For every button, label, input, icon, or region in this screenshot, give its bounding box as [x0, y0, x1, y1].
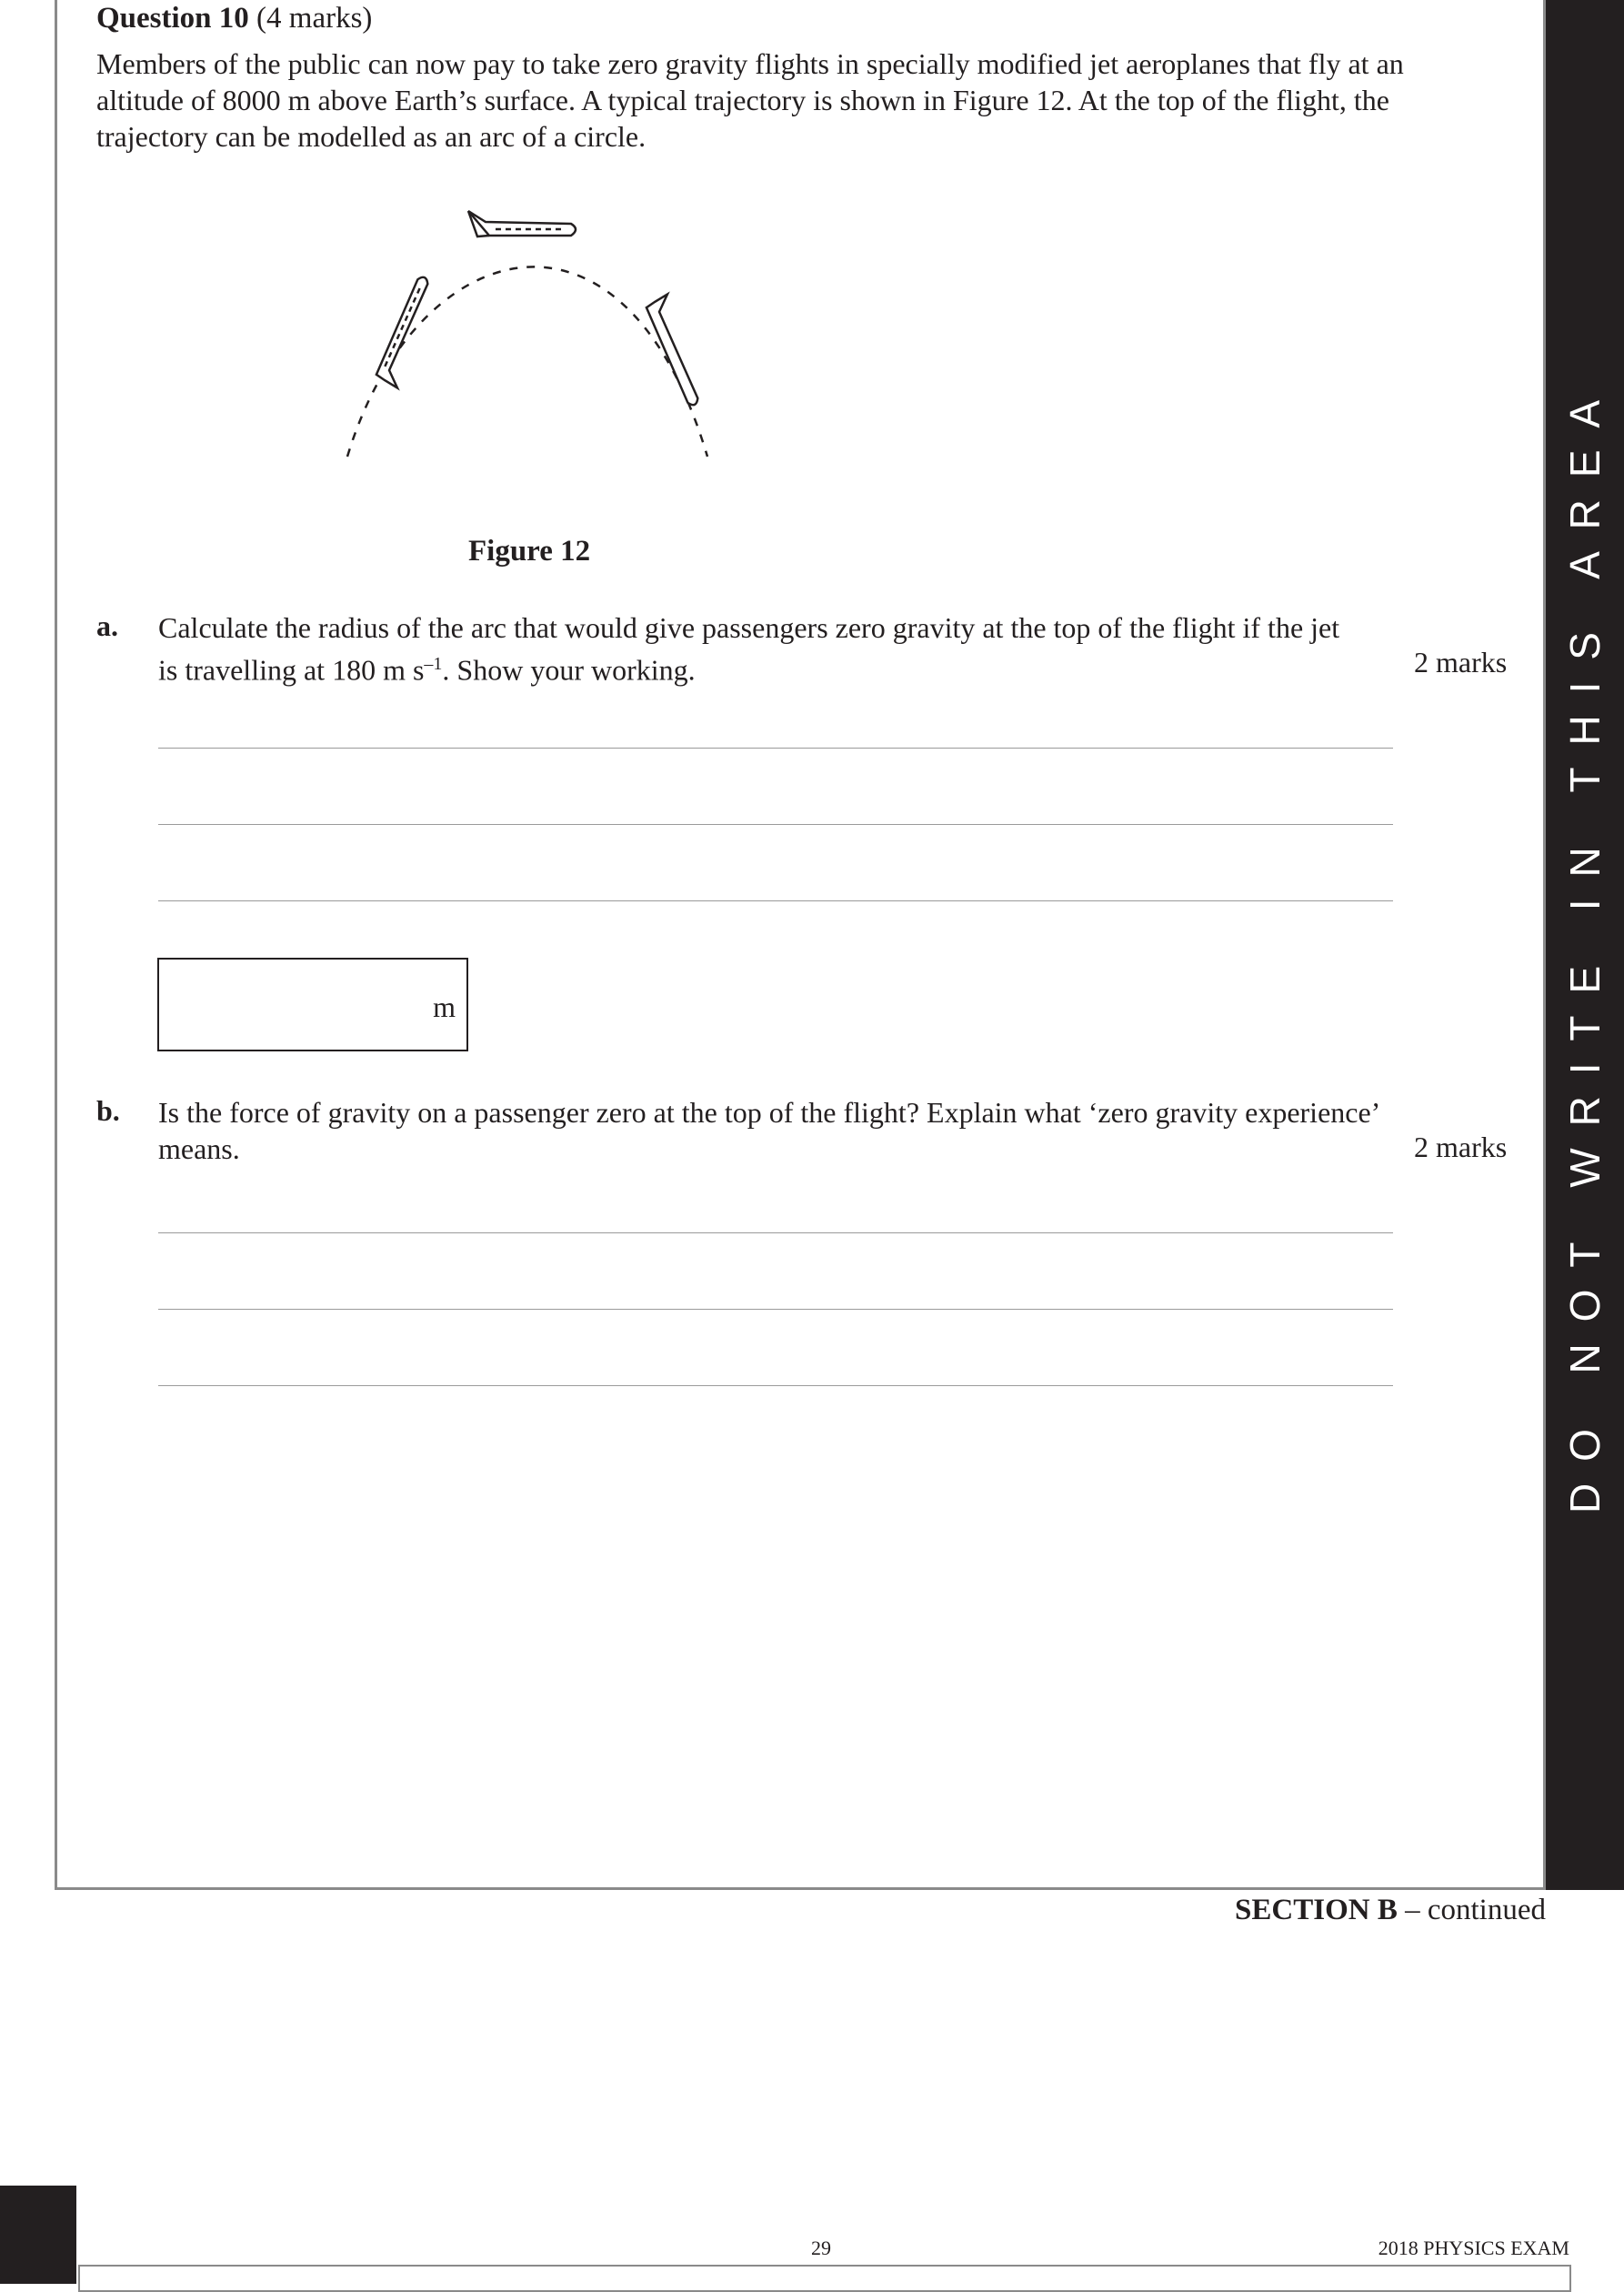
part-a-superscript: –1 — [424, 654, 443, 674]
trajectory-arc — [347, 266, 707, 457]
part-b-letter: b. — [96, 1094, 120, 1127]
answer-line-a1[interactable] — [158, 748, 1393, 749]
part-a-question — [158, 609, 1404, 689]
footer-border — [78, 2265, 1571, 2292]
jet-right — [644, 295, 713, 407]
question-heading — [96, 0, 372, 36]
sidebar-warning: DO NOT WRITE IN THIS AREA — [1561, 377, 1609, 1514]
part-a-instruction: . Show your working. — [442, 653, 696, 687]
corner-tab — [0, 2186, 76, 2284]
answer-box-radius[interactable] — [157, 958, 468, 1051]
answer-line-a2[interactable] — [158, 824, 1393, 825]
page-number: 29 — [811, 2237, 831, 2259]
section-label: SECTION B — [1235, 1894, 1398, 1926]
page-frame — [55, 0, 1546, 1890]
part-a-line2 — [158, 646, 1404, 689]
jet-top — [468, 211, 576, 236]
answer-line-a3[interactable] — [158, 900, 1393, 901]
part-a-line1: Calculate the radius of the arc that would give passengers zero gravity at the top of the flight if the jet — [158, 611, 1340, 644]
part-b-question — [158, 1094, 1404, 1167]
question-marks: (4 marks) — [256, 2, 373, 35]
answer-line-b2[interactable] — [158, 1309, 1393, 1310]
part-b-line2: means. — [158, 1132, 240, 1165]
part-b-marks: 2 marks — [1414, 1131, 1508, 1163]
trajectory-figure — [327, 200, 727, 473]
part-a-speed-text: is travelling at 180 m s — [158, 653, 425, 687]
figure-caption: Figure 12 — [468, 535, 591, 568]
section-continued — [1235, 1894, 1546, 1927]
continued-text: – continued — [1397, 1894, 1546, 1926]
answer-line-b1[interactable] — [158, 1232, 1393, 1233]
answer-line-b3[interactable] — [158, 1385, 1393, 1386]
question-intro: Members of the public can now pay to take zero gravity flights in specially modified jet aeroplanes that fly at an altitude of 8000 m above Earth’s surface. A typical trajectory is shown in Figure 12. At the top of the flight, the trajectory can be modelled as an arc of a circle. — [96, 47, 1404, 153]
answer-unit: m — [433, 990, 456, 1023]
question-label: Question 10 — [96, 2, 249, 35]
jet-left — [374, 276, 443, 388]
exam-title: 2018 PHYSICS EXAM — [1378, 2237, 1569, 2259]
part-a-letter: a. — [96, 609, 118, 642]
part-b-line1: Is the force of gravity on a passenger zero at the top of the flight? Explain what ‘zero gravity experience’ — [158, 1096, 1381, 1129]
part-a-marks: 2 marks — [1414, 646, 1508, 679]
